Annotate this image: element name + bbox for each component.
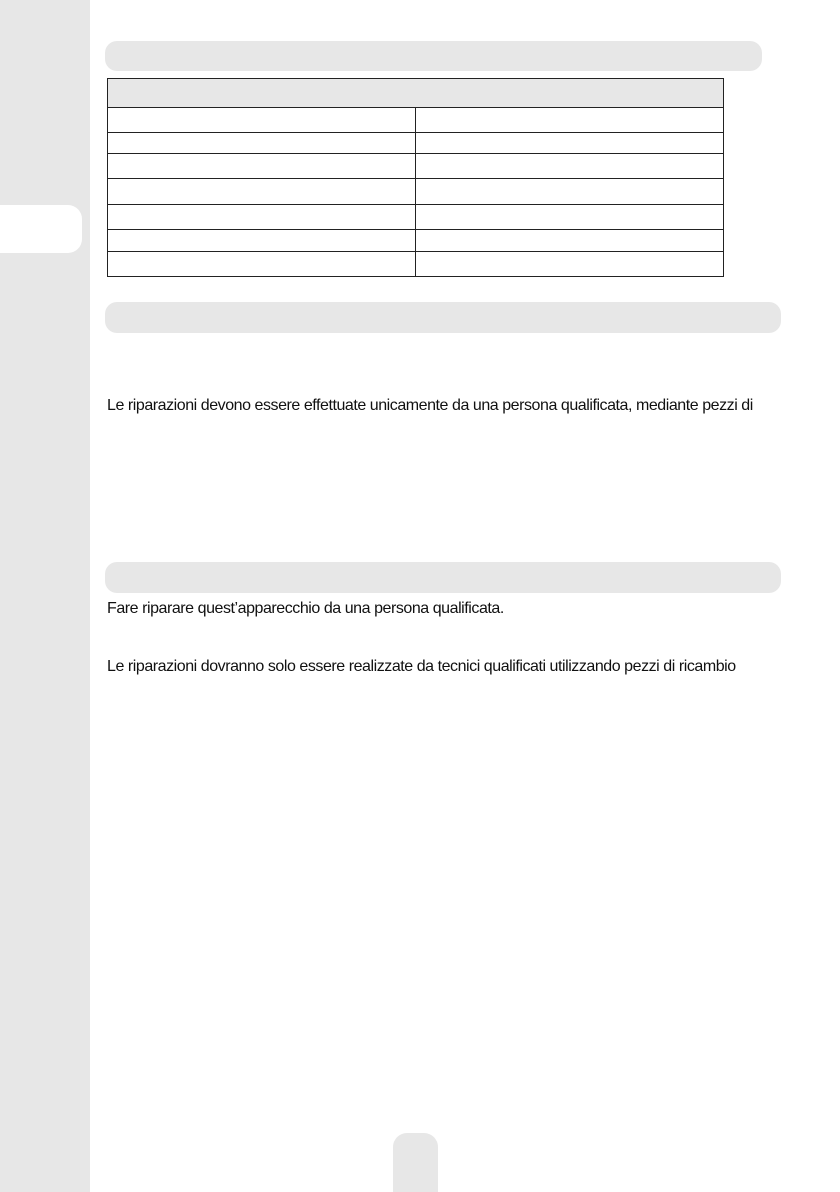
table-row — [108, 230, 724, 252]
table-cell — [108, 133, 416, 154]
table-row — [108, 179, 724, 205]
table-row — [108, 252, 724, 277]
table-cell — [416, 230, 724, 252]
specifications-table — [107, 78, 724, 277]
repair-paragraph: Le riparazioni devono essere effettuate unicamente da una persona qualificata, mediante pezzi di — [107, 397, 753, 414]
table-cell — [416, 154, 724, 179]
section-header-repair — [105, 302, 781, 333]
table-cell — [108, 252, 416, 277]
service-paragraph-1: Fare riparare quest’apparecchio da una persona qualificata. — [107, 600, 504, 617]
table-row — [108, 108, 724, 133]
table-cell — [108, 179, 416, 205]
table-cell — [416, 179, 724, 205]
table-row — [108, 133, 724, 154]
side-margin-strip — [0, 0, 90, 1192]
table-cell — [108, 230, 416, 252]
page-number-tab — [393, 1133, 438, 1192]
table-cell — [416, 108, 724, 133]
table-row — [108, 154, 724, 179]
table-cell — [416, 205, 724, 230]
table-cell — [416, 252, 724, 277]
table-header — [108, 79, 724, 108]
service-paragraph-2: Le riparazioni dovranno solo essere realizzate da tecnici qualificati utilizzando pezzi di ricambio — [107, 658, 736, 675]
table-cell — [108, 154, 416, 179]
table-cell — [108, 205, 416, 230]
section-header-service — [105, 562, 781, 593]
table-cell — [108, 108, 416, 133]
table-row — [108, 205, 724, 230]
section-header-specifications — [105, 41, 762, 71]
language-tab — [0, 205, 82, 253]
table-cell — [416, 133, 724, 154]
